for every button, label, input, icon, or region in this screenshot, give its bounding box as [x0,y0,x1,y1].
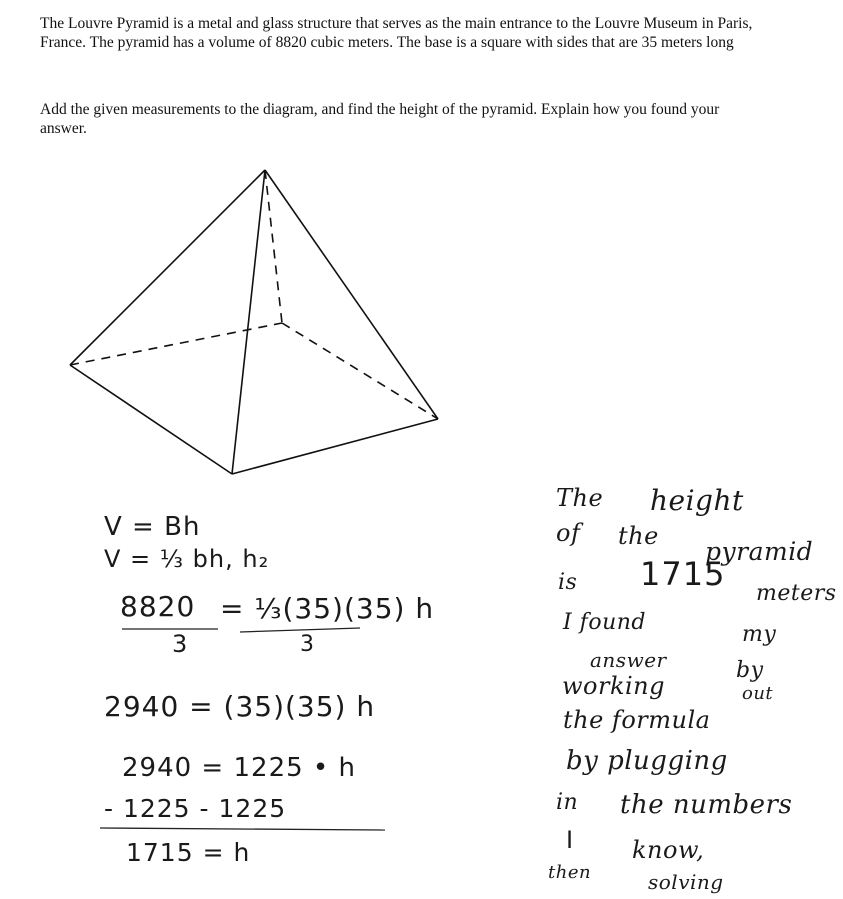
explanation-word: solving [648,870,724,894]
pyramid-hidden-edge-back-left [70,323,282,365]
explanation-word: by [736,658,764,683]
explanation-word: I [566,826,575,854]
explanation-word: out [742,683,774,704]
explanation-word: my [742,622,777,647]
explanation-word: height [650,484,744,517]
explanation-word: the [618,522,659,550]
problem-statement: The Louvre Pyramid is a metal and glass structure that serves as the main entrance to the Louvre Museum in Paris, France. The pyramid has a volume of 8820 cubic meters. The base is a square with sides that are 35 meters long [40,15,753,51]
explanation-answer: 1715 [640,555,726,593]
explanation-word: is [558,570,578,595]
work-line-8: 1715 = h [126,838,251,867]
work-line-3-left: 8820 [120,590,196,623]
explanation-word: then [548,862,592,883]
work-line-5: 2940 = (35)(35) h [104,690,376,723]
explanation-word: pyramid [705,537,814,566]
subtraction-rule [100,828,385,830]
explanation-word: meters [756,581,837,606]
explanation-word: I found [563,610,646,635]
explanation-word: of [556,519,581,547]
pyramid-hidden-edge-back-right [282,323,438,419]
explanation-word: answer [590,648,667,672]
pyramid-edge-right [265,170,438,419]
explanation-word: know, [632,836,705,864]
pyramid-base-front-left [70,365,232,474]
work-line-2: V = ⅓ bh, h₂ [104,545,270,573]
explanation-word: working [562,672,666,700]
work-line-3-right: = ⅓(35)(35) h [220,592,435,625]
explanation-word: in [556,790,579,815]
explanation-word: The [556,484,604,512]
pyramid-height-line [265,170,282,323]
pyramid-edge-front [232,170,265,474]
work-line-6: 2940 = 1225 • h [122,753,356,783]
pyramid-edge-left [70,170,265,365]
work-line-4-right: 3 [300,632,315,657]
pyramid-base-front-right [232,419,438,474]
work-line-1: V = Bh [104,512,201,542]
work-line-4-left: 3 [172,630,189,658]
explanation-word: the numbers [620,790,793,820]
explanation-word: by plugging [566,746,728,776]
problem-instructions: Add the given measurements to the diagram, and find the height of the pyramid. Explain how you found your answer. [40,101,720,137]
work-line-7: - 1225 - 1225 [104,794,287,823]
explanation-word: the formula [563,706,711,734]
